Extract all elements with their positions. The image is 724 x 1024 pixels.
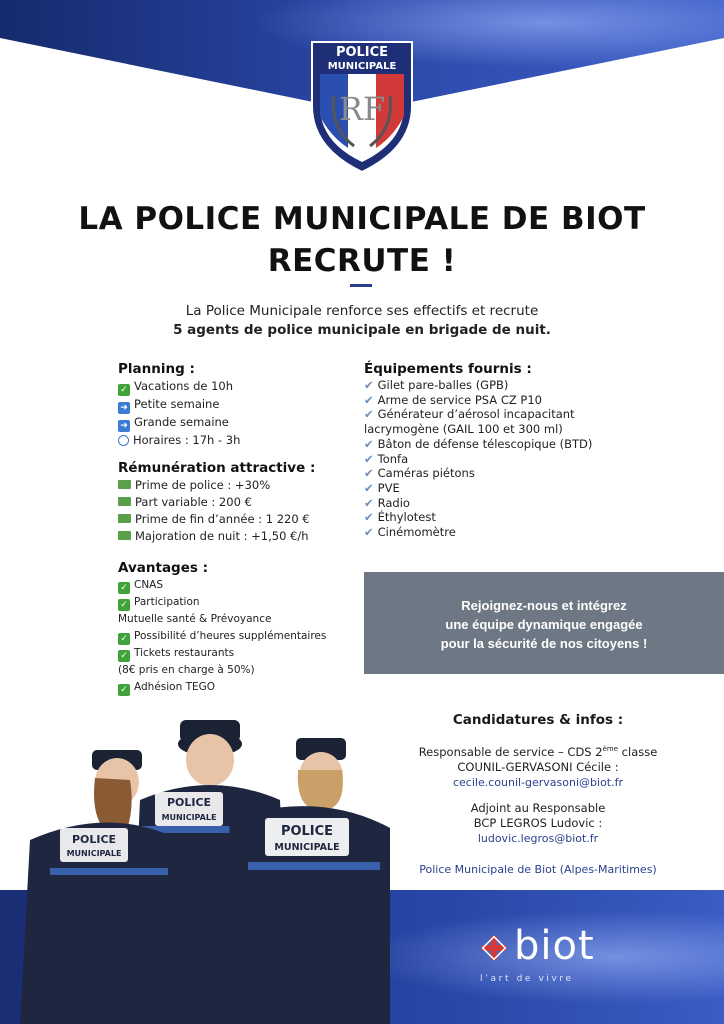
check-icon: ✓ xyxy=(118,684,130,696)
avantages-item: Mutuelle santé & Prévoyance xyxy=(118,613,272,625)
equipement-item: ✔ Tonfa xyxy=(364,451,409,466)
biot-logo xyxy=(478,924,628,994)
officer-patch-text: POLICE xyxy=(71,833,117,846)
equipement-item: ✔ Radio xyxy=(364,495,410,510)
avantages-item: ✓ Participation xyxy=(118,594,358,611)
check-icon: ✓ xyxy=(118,582,130,594)
right-column xyxy=(364,360,664,540)
intro-text xyxy=(0,302,724,340)
equipement-item: ✔ Arme de service PSA CZ P10 xyxy=(364,392,542,407)
equipement-item: lacrymogène (GAIL 100 et 300 ml) xyxy=(364,422,563,437)
arrow-right-icon: ➜ xyxy=(118,402,130,414)
planning-item: Horaires : 17h - 3h xyxy=(118,432,358,449)
svg-text:POLICE: POLICE xyxy=(335,45,389,60)
checkmark-icon: ✔ xyxy=(364,466,374,481)
equipement-item: ✔ Générateur d’aérosol incapacitant xyxy=(364,407,575,422)
checkmark-icon: ✔ xyxy=(364,378,374,392)
officer-figure xyxy=(220,738,390,1024)
checkmark-icon: ✔ xyxy=(364,451,374,466)
contact-title: Candidatures & infos : xyxy=(452,712,624,728)
officer-figure xyxy=(20,750,185,1024)
intro-line-2: 5 agents de police municipale en brigade de nuit. xyxy=(173,322,551,338)
contact-section xyxy=(388,710,688,877)
left-column xyxy=(118,360,358,696)
remuneration-item: Part variable : 200 € xyxy=(118,494,358,511)
checkmark-icon: ✔ xyxy=(364,510,374,525)
svg-text:RF: RF xyxy=(338,90,386,128)
title-accent-bar xyxy=(350,284,372,287)
equipement-item: ✔ Cinémomètre xyxy=(364,525,456,540)
equipement-item: ✔ Éthylotest xyxy=(364,510,436,525)
money-icon xyxy=(118,514,131,523)
checkmark-icon: ✔ xyxy=(364,392,374,407)
title-line-1: LA POLICE MUNICIPALE DE BIOT xyxy=(78,201,646,237)
money-icon xyxy=(118,531,131,540)
officer-patch-text: POLICE xyxy=(166,796,212,809)
equipement-item: ✔ Caméras piétons xyxy=(364,466,475,481)
planning-item: ➜ Petite semaine xyxy=(118,396,358,414)
police-badge-logo xyxy=(304,36,420,176)
officer-patch-text: MUNICIPALE xyxy=(161,813,217,822)
contact-resp-email-link[interactable]: cecile.counil-gervasoni@biot.fr xyxy=(452,775,624,789)
cta-box xyxy=(364,572,724,674)
checkmark-icon: ✔ xyxy=(364,495,374,510)
planning-item: ➜ Grande semaine xyxy=(118,414,358,432)
cta-line-1: Rejoignez-nous et intégrez xyxy=(461,598,627,613)
officer-patch-text: POLICE xyxy=(280,824,334,839)
checkmark-icon: ✔ xyxy=(364,407,374,422)
equipement-item: ✔ PVE xyxy=(364,480,400,495)
planning-item: ✓ Vacations de 10h xyxy=(118,378,358,396)
page-title xyxy=(0,198,724,282)
equipement-item: ✔ Gilet pare-balles (GPB) xyxy=(364,378,509,392)
officer-patch-text: MUNICIPALE xyxy=(66,849,122,858)
remuneration-item: Majoration de nuit : +1,50 €/h xyxy=(118,528,358,545)
equipements-list xyxy=(364,378,664,540)
equipements-title: Équipements fournis : xyxy=(364,361,532,377)
avantages-item: ✓ Adhésion TEGO xyxy=(118,679,358,696)
contact-adj-role: Adjoint au Responsable xyxy=(470,800,606,815)
officer-patch-text: MUNICIPALE xyxy=(274,842,340,853)
contact-adj-name: BCP LEGROS Ludovic : xyxy=(473,815,603,830)
remuneration-item: Prime de police : +30% xyxy=(118,477,358,494)
biot-wordmark: biot xyxy=(514,923,595,969)
checkmark-icon: ✔ xyxy=(364,480,374,495)
avantages-item: (8€ pris en charge à 50%) xyxy=(118,664,255,676)
check-icon: ✓ xyxy=(118,650,130,662)
check-icon: ✓ xyxy=(118,384,130,396)
equipement-item: ✔ Bâton de défense télescopique (BTD) xyxy=(364,436,593,451)
remuneration-item: Prime de fin d’année : 1 220 € xyxy=(118,511,358,528)
planning-title: Planning : xyxy=(118,361,195,377)
officers-photo xyxy=(20,700,400,1024)
avantages-item: ✓ Tickets restaurants xyxy=(118,645,358,662)
checkmark-icon: ✔ xyxy=(364,525,374,540)
biot-mark-icon xyxy=(480,934,508,962)
contact-resp-role: Responsable de service – CDS 2ème classe xyxy=(418,744,658,759)
check-icon: ✓ xyxy=(118,633,130,645)
remuneration-title: Rémunération attractive : xyxy=(118,460,316,476)
cta-line-2: une équipe dynamique engagée xyxy=(445,617,643,632)
contact-adj-email-link[interactable]: ludovic.legros@biot.fr xyxy=(477,831,599,845)
avantages-item: ✓ CNAS xyxy=(118,577,358,594)
avantages-title: Avantages : xyxy=(118,560,209,576)
title-line-2: RECRUTE ! xyxy=(267,243,457,279)
cta-text xyxy=(364,596,724,653)
biot-tagline: l’art de vivre xyxy=(480,974,574,984)
arrow-right-icon: ➜ xyxy=(118,420,130,432)
intro-line-1: La Police Municipale renforce ses effectifs et recrute xyxy=(185,303,539,319)
checkmark-icon: ✔ xyxy=(364,436,374,451)
contact-org: Police Municipale de Biot (Alpes-Maritimes) xyxy=(419,862,657,876)
money-icon xyxy=(118,480,131,489)
money-icon xyxy=(118,497,131,506)
check-icon: ✓ xyxy=(118,599,130,611)
avantages-item: ✓ Possibilité d’heures supplémentaires xyxy=(118,628,358,645)
clock-icon xyxy=(118,435,129,446)
contact-resp-name: COUNIL-GERVASONI Cécile : xyxy=(457,759,619,774)
cta-line-3: pour la sécurité de nos citoyens ! xyxy=(440,636,648,651)
svg-text:MUNICIPALE: MUNICIPALE xyxy=(327,61,397,72)
